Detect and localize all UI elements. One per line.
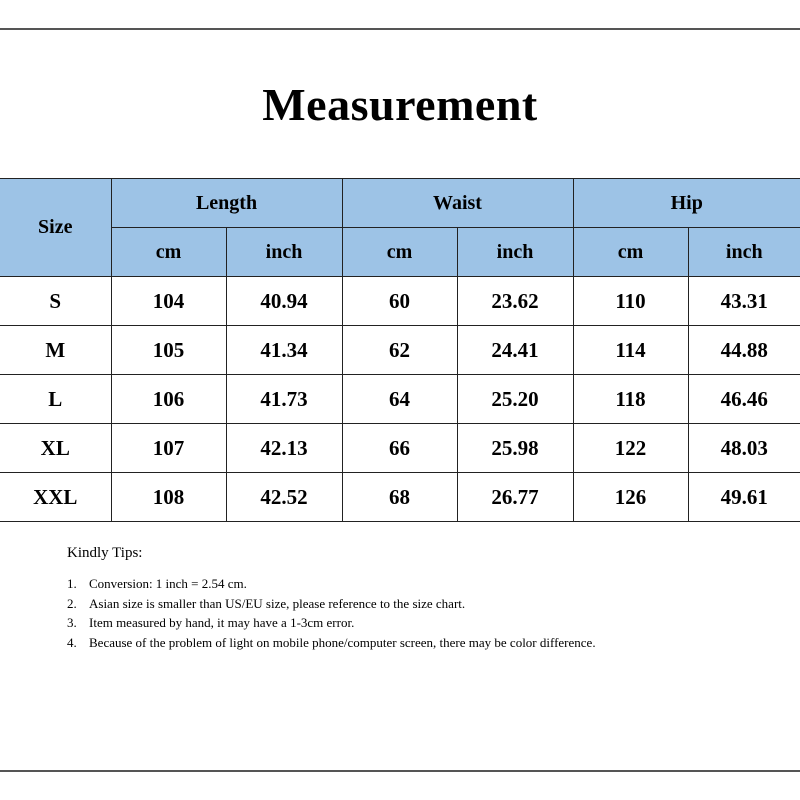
tip-number: 4.	[67, 634, 77, 650]
value-cell: 42.52	[226, 473, 342, 522]
tip-number: 2.	[67, 595, 77, 611]
page-title: Measurement	[262, 79, 538, 130]
value-cell: 41.73	[226, 375, 342, 424]
value-cell: 23.62	[457, 277, 573, 326]
tips-section	[67, 545, 627, 652]
header-row	[0, 179, 800, 228]
value-cell: 106	[111, 375, 226, 424]
unit-header: inch	[226, 228, 342, 277]
size-cell: M	[0, 326, 111, 375]
value-cell: 114	[573, 326, 688, 375]
value-cell: 64	[342, 375, 457, 424]
size-cell: S	[0, 277, 111, 326]
value-cell: 48.03	[688, 424, 800, 473]
tip-text: Conversion: 1 inch = 2.54 cm.	[89, 576, 247, 591]
size-column-header: Size	[0, 179, 111, 277]
unit-header-row	[0, 228, 800, 277]
unit-header: inch	[457, 228, 573, 277]
tip-item	[67, 574, 627, 594]
value-cell: 66	[342, 424, 457, 473]
value-cell: 42.13	[226, 424, 342, 473]
size-cell: XXL	[0, 473, 111, 522]
table-row	[0, 277, 800, 326]
value-cell: 105	[111, 326, 226, 375]
unit-header: inch	[688, 228, 800, 277]
table-row	[0, 375, 800, 424]
tip-item	[67, 633, 627, 653]
unit-header: cm	[342, 228, 457, 277]
value-cell: 24.41	[457, 326, 573, 375]
value-cell: 68	[342, 473, 457, 522]
tip-text: Item measured by hand, it may have a 1-3cm error.	[89, 615, 355, 630]
value-cell: 107	[111, 424, 226, 473]
value-cell: 110	[573, 277, 688, 326]
value-cell: 46.46	[688, 375, 800, 424]
tip-text: Because of the problem of light on mobile phone/computer screen, there may be color difference.	[89, 634, 596, 650]
unit-header: cm	[573, 228, 688, 277]
value-cell: 108	[111, 473, 226, 522]
tip-number: 1.	[67, 576, 77, 591]
value-cell: 41.34	[226, 326, 342, 375]
tip-item	[67, 613, 627, 633]
value-cell: 25.98	[457, 424, 573, 473]
value-cell: 26.77	[457, 473, 573, 522]
value-cell: 43.31	[688, 277, 800, 326]
tips-heading: Kindly Tips:	[67, 545, 143, 561]
tip-number: 3.	[67, 615, 77, 630]
hip-group-header: Hip	[573, 179, 800, 228]
tip-item	[67, 594, 627, 614]
top-divider	[0, 28, 800, 30]
value-cell: 49.61	[688, 473, 800, 522]
value-cell: 104	[111, 277, 226, 326]
value-cell: 126	[573, 473, 688, 522]
size-cell: XL	[0, 424, 111, 473]
value-cell: 44.88	[688, 326, 800, 375]
value-cell: 25.20	[457, 375, 573, 424]
value-cell: 62	[342, 326, 457, 375]
length-group-header: Length	[111, 179, 342, 228]
value-cell: 122	[573, 424, 688, 473]
tip-text: Asian size is smaller than US/EU size, please reference to the size chart.	[89, 595, 466, 611]
size-cell: L	[0, 375, 111, 424]
size-chart-table	[0, 178, 800, 522]
table-row	[0, 326, 800, 375]
table-row	[0, 473, 800, 522]
value-cell: 40.94	[226, 277, 342, 326]
waist-group-header: Waist	[342, 179, 573, 228]
table-row	[0, 424, 800, 473]
value-cell: 118	[573, 375, 688, 424]
bottom-divider	[0, 770, 800, 772]
value-cell: 60	[342, 277, 457, 326]
tips-list	[67, 574, 627, 652]
unit-header: cm	[111, 228, 226, 277]
